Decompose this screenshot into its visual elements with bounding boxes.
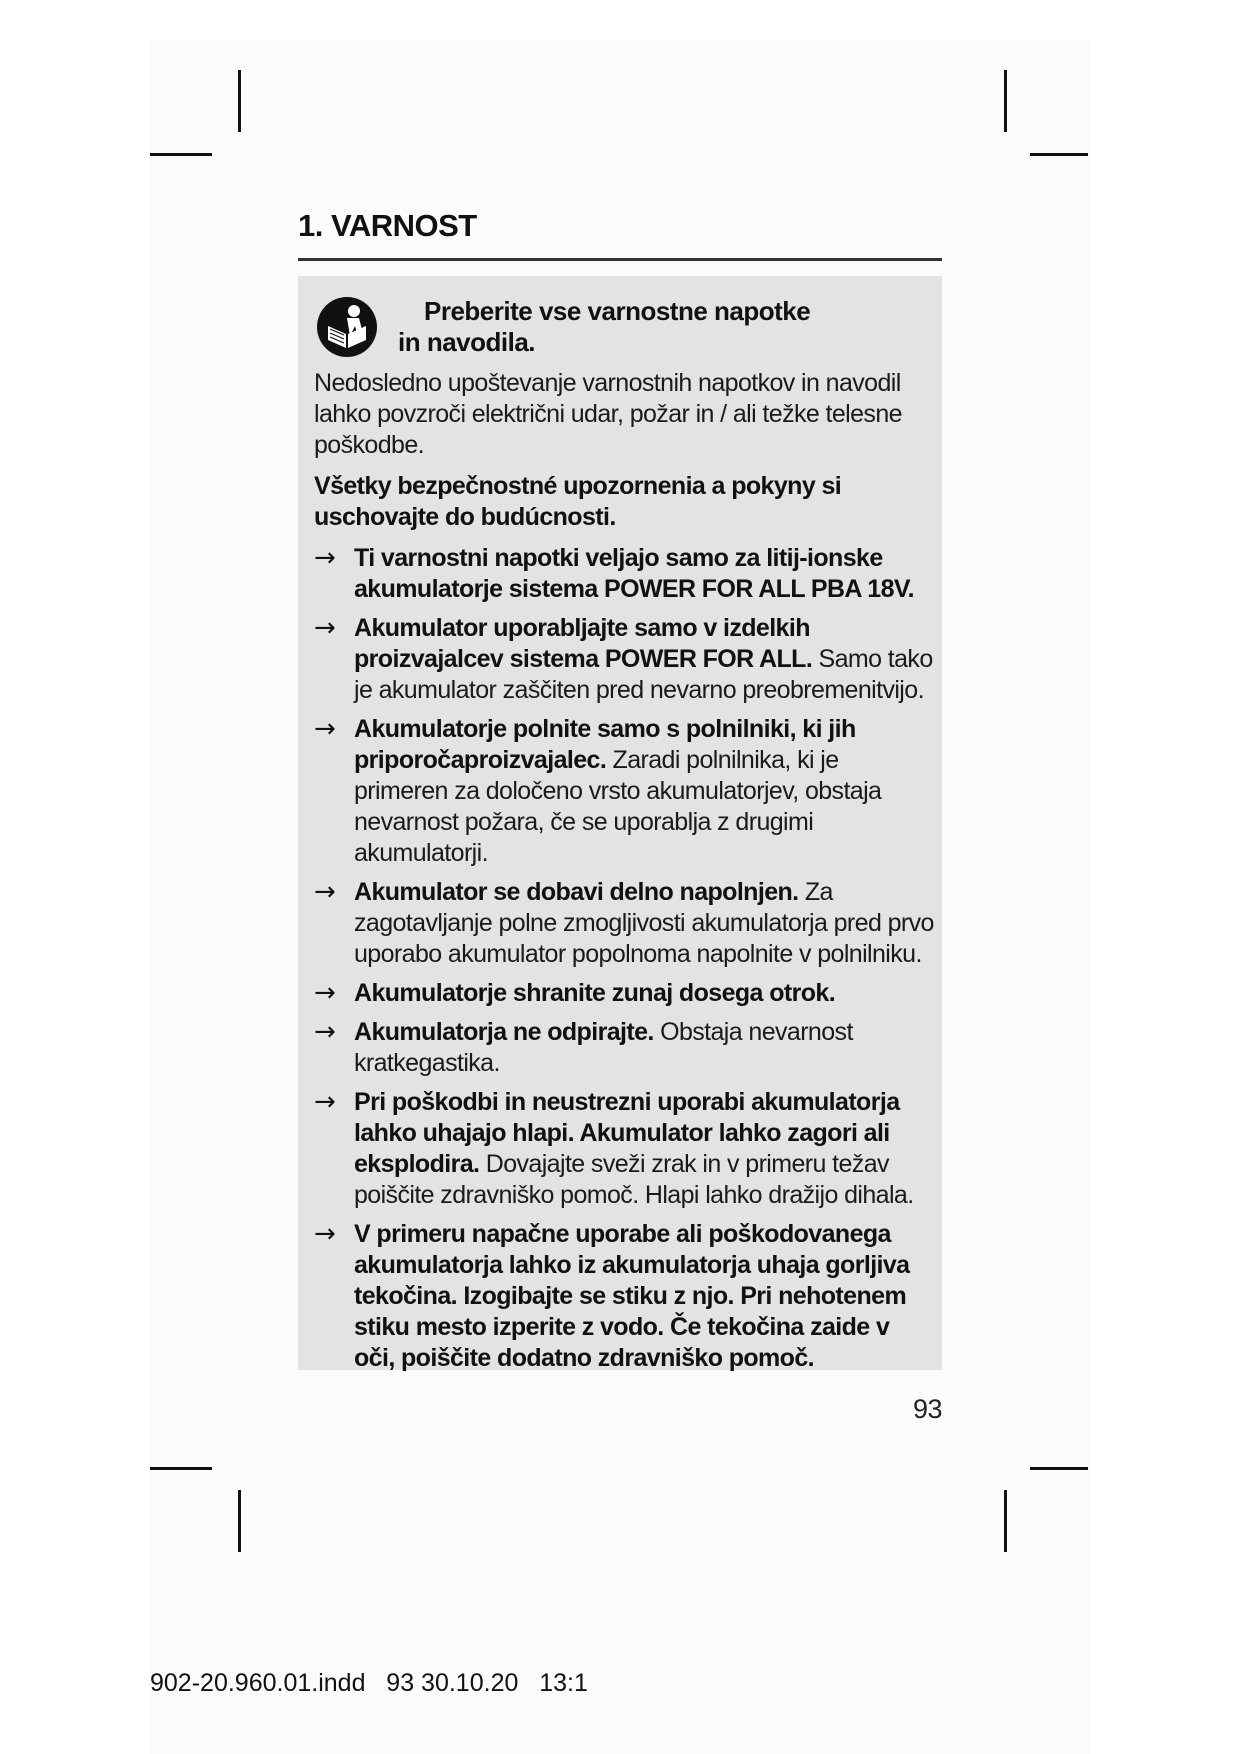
safety-item-bold: Pri poškodbi in neustrezni uporabi akumulatorja lahko uhajajo hlapi. Akumulator lahko zagori ali eksplodira.	[354, 1088, 900, 1178]
safety-item	[314, 1219, 934, 1374]
safety-item-text: Dovajajte sveži zrak in v primeru težav poiščite zdravniško pomoč. Hlapi lahko dražijo dihala.	[354, 1150, 914, 1209]
safety-item	[314, 714, 934, 869]
safety-item-bold: Akumulatorja ne odpirajte.	[354, 1018, 654, 1046]
safety-item-text: Za zagotavljanje polne zmogljivosti akumulatorja pred prvo uporabo akumulator popolnoma napolnite v polnilniku.	[354, 878, 934, 968]
arrow-right-icon: →	[314, 1017, 336, 1047]
crop-mark	[150, 153, 212, 156]
safety-item	[314, 1087, 934, 1211]
arrow-right-icon: →	[314, 1087, 336, 1117]
crop-mark	[150, 1467, 212, 1470]
arrow-right-icon: →	[314, 978, 336, 1008]
arrow-right-icon: →	[314, 1219, 336, 1249]
crop-mark	[238, 1490, 241, 1552]
safety-item-bold: V primeru napačne uporabe ali poškodovanega akumulatorja lahko iz akumulatorja uhaja gorljiva tekočina. Izogibajte se stiku z njo. Pri nehotenem stiku mesto izperite z vodo. Če tekočina zaide v oči, poiščite dodatno zdravniško pomoč.	[354, 1220, 910, 1372]
safety-heading-line1: Preberite vse varnostne napotke	[424, 296, 811, 326]
section-title: 1. VARNOST	[298, 208, 477, 243]
crop-mark	[1004, 1490, 1007, 1552]
safety-item-text: Samo tako je akumulator zaščiten pred nevarno preobremenitvijo.	[354, 645, 933, 704]
safety-item-text: Obstaja nevarnost kratkegastika.	[354, 1018, 853, 1077]
safety-item	[314, 1017, 934, 1079]
safety-item-bold: Akumulator se dobavi delno napolnjen.	[354, 878, 799, 906]
safety-box-heading	[398, 296, 898, 358]
safety-item-bold: Akumulatorje polnite samo s polnilniki, ki jih priporočaproizvajalec.	[354, 715, 856, 774]
crop-mark	[238, 70, 241, 132]
safety-item	[314, 978, 934, 1009]
safety-item	[314, 877, 934, 970]
print-slug: 902-20.960.01.indd 93 30.10.20 13:1	[150, 1669, 588, 1697]
safety-item-bold: Akumulator uporabljajte samo v izdelkih proizvajalcev sistema POWER FOR ALL.	[354, 614, 813, 673]
arrow-right-icon: →	[314, 543, 336, 573]
safety-box-body	[314, 368, 934, 1382]
crop-mark	[1004, 70, 1007, 132]
arrow-right-icon: →	[314, 613, 336, 643]
safety-item	[314, 543, 934, 605]
read-manual-icon	[316, 296, 378, 358]
crop-mark	[1030, 153, 1088, 156]
page-number: 93	[912, 1394, 942, 1424]
safety-item-bold: Ti varnostni napotki veljajo samo za litij-ionske akumulatorje sistema POWER FOR ALL PBA 18V.	[354, 544, 915, 603]
title-divider	[298, 258, 942, 261]
intro-paragraph: Nedosledno upoštevanje varnostnih napotkov in navodil lahko povzroči električni udar, požar in / ali težke telesne poškodbe.	[314, 369, 902, 459]
arrow-right-icon: →	[314, 877, 336, 907]
safety-item	[314, 613, 934, 706]
crop-mark	[1030, 1467, 1088, 1470]
safety-item-bold: Akumulatorje shranite zunaj dosega otrok.	[354, 979, 836, 1007]
safety-heading-line2: in navodila.	[398, 327, 536, 357]
keep-instructions-note: Všetky bezpečnostné upozornenia a pokyny si uschovajte do budúcnosti.	[314, 472, 842, 531]
safety-item-text: Zaradi polnilnika, ki je primeren za določeno vrsto akumulatorjev, obstaja nevarnost požara, če se uporablja z drugimi akumulatorji.	[354, 746, 882, 867]
arrow-right-icon: →	[314, 714, 336, 744]
